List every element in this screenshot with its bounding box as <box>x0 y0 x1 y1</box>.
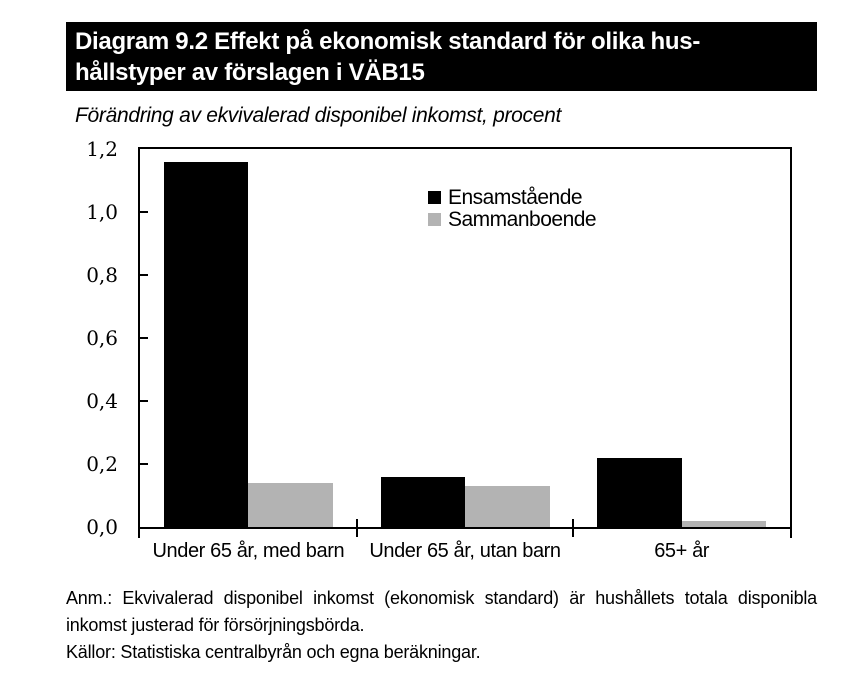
axis-edge-stub <box>138 527 140 538</box>
bar-ensamstaende-1 <box>381 477 466 527</box>
chart-legend <box>428 187 596 231</box>
legend-item-sammanboende <box>428 209 596 230</box>
bar-sammanboende-2 <box>682 521 767 527</box>
bar-ensamstaende-0 <box>164 162 249 527</box>
bar-ensamstaende-2 <box>597 458 682 527</box>
y-tick-label-0,6: 0,6 <box>86 326 118 350</box>
y-axis-tick-mark <box>140 337 148 339</box>
y-tick-label-1,0: 1,0 <box>86 200 118 224</box>
legend-item-ensamstaende <box>428 187 596 208</box>
x-category-label-0: Under 65 år, med barn <box>152 540 345 562</box>
chart-title-line2: hållstyper av förslagen i VÄB15 <box>75 59 425 86</box>
y-axis-tick-mark <box>140 463 148 465</box>
y-tick-label-0,8: 0,8 <box>86 263 118 287</box>
plot-area <box>138 147 792 529</box>
y-tick-label-0,2: 0,2 <box>86 452 118 476</box>
x-category-label-2: 65+ år <box>654 540 710 562</box>
x-axis-tick-mark <box>572 519 574 537</box>
chart-subtitle: Förändring av ekvivalerad disponibel inkomst, procent <box>75 104 562 127</box>
y-axis-tick-mark <box>140 274 148 276</box>
sources-text: Källor: Statistiska centralbyrån och egna beräkningar. <box>66 642 481 662</box>
chart-title-line1: Diagram 9.2 Effekt på ekonomisk standard för olika hus- <box>75 28 701 55</box>
note-text: Anm.: Ekvivalerad disponibel inkomst (ekonomisk standard) är hushållets totala disponibla inkomst justerad för försörjningsbörda. <box>66 588 817 635</box>
x-category-label-1: Under 65 år, utan barn <box>369 540 561 562</box>
y-tick-label-0,4: 0,4 <box>86 389 118 413</box>
x-axis-tick-mark <box>356 519 358 537</box>
x-axis-category-labels <box>140 540 790 563</box>
legend-swatch-icon <box>428 213 441 226</box>
y-tick-label-0,0: 0,0 <box>86 515 118 539</box>
y-axis-tick-mark <box>140 400 148 402</box>
y-axis-tick-labels <box>50 137 128 539</box>
legend-label: Ensamstående <box>448 185 583 209</box>
axis-edge-stub <box>790 527 792 538</box>
legend-label: Sammanboende <box>448 207 597 231</box>
y-tick-label-1,2: 1,2 <box>86 137 118 161</box>
bar-sammanboende-0 <box>248 483 333 527</box>
legend-swatch-icon <box>428 191 441 204</box>
bar-sammanboende-1 <box>465 486 550 527</box>
y-axis-tick-mark <box>140 211 148 213</box>
footnotes <box>66 585 817 666</box>
chart-title-banner <box>66 22 817 91</box>
